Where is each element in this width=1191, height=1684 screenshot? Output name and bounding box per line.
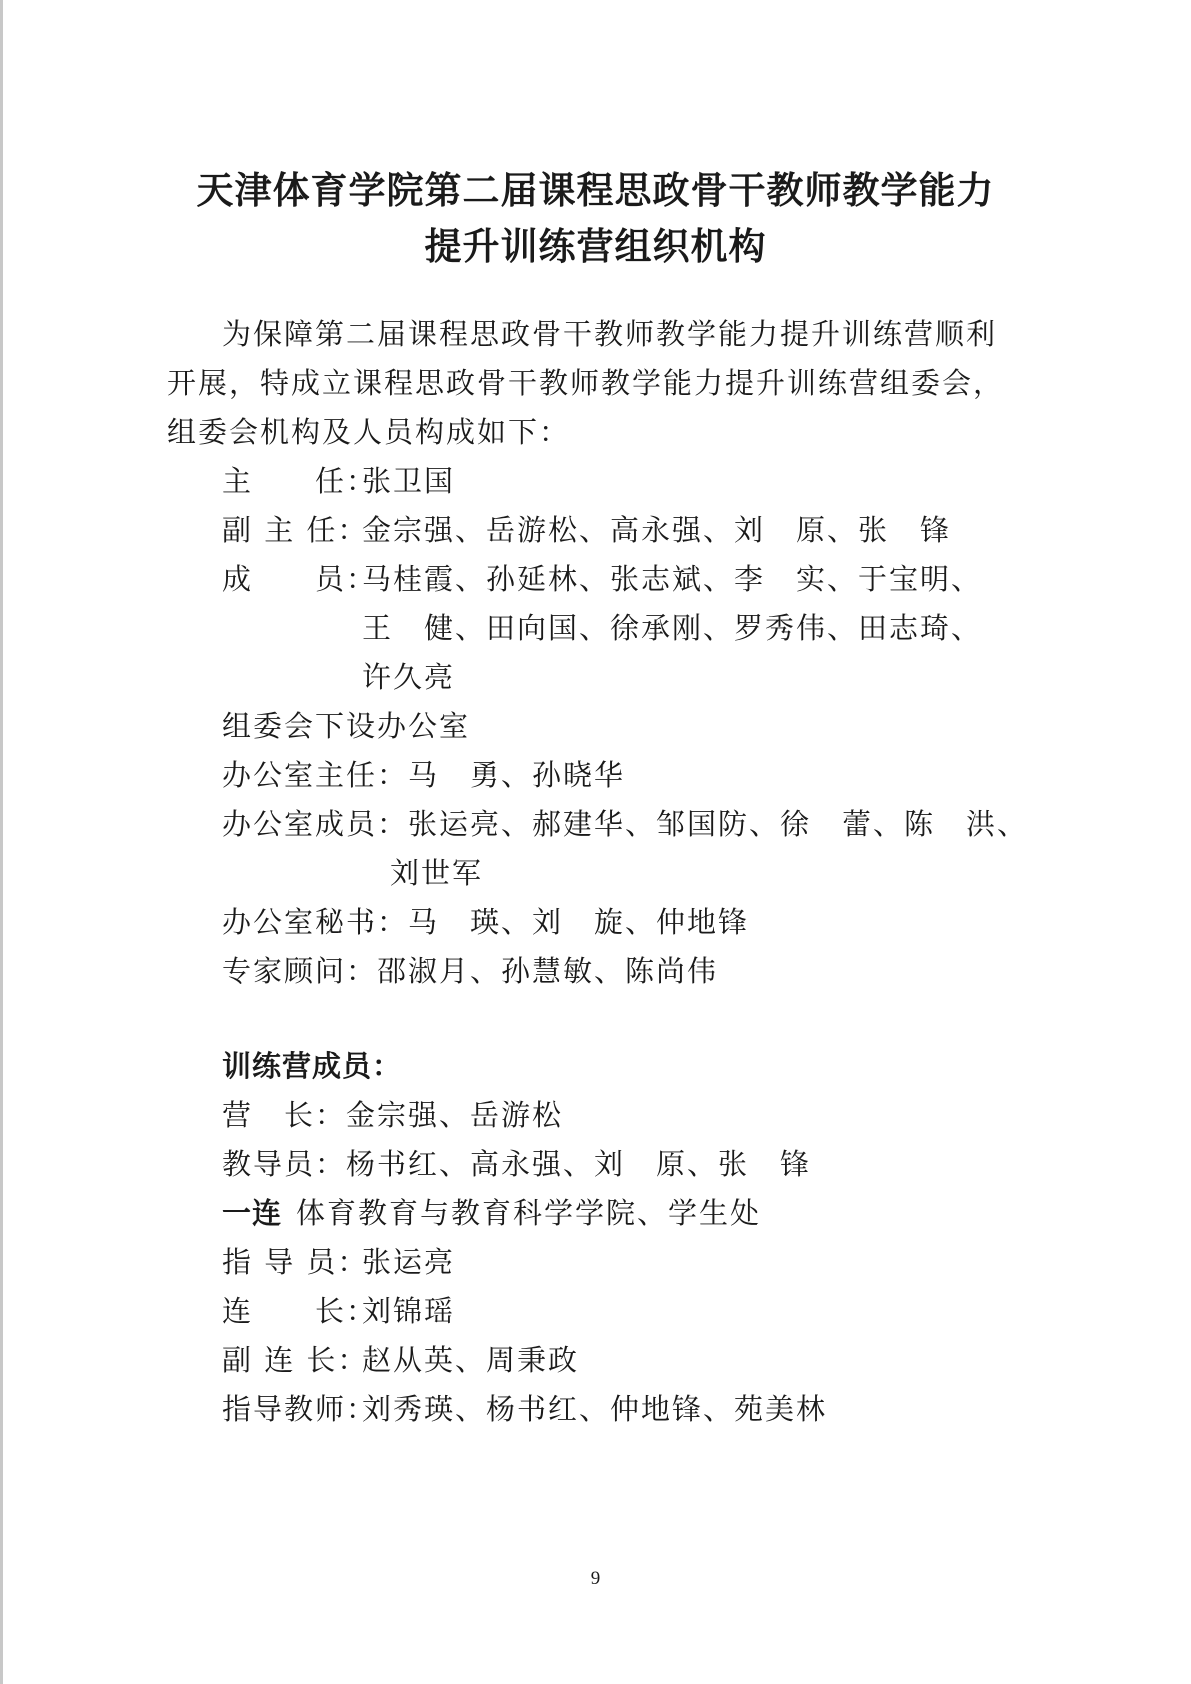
instructor-row: [222, 1146, 811, 1182]
guide-value: 张运亮: [362, 1245, 456, 1279]
director-row: [222, 463, 455, 499]
instructor-value: 杨书红、高永强、刘 原、张 锋: [346, 1147, 812, 1181]
deputy-label: 副 主 任：: [222, 513, 369, 547]
teachers-label: 指导教师：: [222, 1392, 378, 1426]
office-director-row: [222, 757, 625, 793]
teachers-row: [222, 1391, 827, 1427]
office-director-label: 办公室主任：: [222, 758, 409, 792]
advisors-value: 邵淑月、孙慧敏、陈尚伟: [377, 954, 719, 988]
deputy-row: [222, 512, 951, 548]
director-label: 主 任：: [222, 464, 378, 498]
commander-row: [222, 1097, 563, 1133]
office-members-label: 办公室成员：: [222, 807, 409, 841]
camp-heading: 训练营成员：: [222, 1049, 403, 1083]
deputy-value: 金宗强、岳游松、高永强、刘 原、张 锋: [362, 513, 952, 547]
office-members-value-line1: 张运亮、郝建华、邹国防、徐 蕾、陈 洪、: [408, 807, 1029, 841]
company1-label: 一连: [222, 1196, 283, 1230]
vice-captain-row: [222, 1342, 579, 1378]
page-number: 9: [590, 1568, 601, 1589]
vice-captain-value: 赵从英、周秉政: [362, 1343, 580, 1377]
office-intro: 组委会下设办公室: [222, 709, 471, 743]
members-value-line1: 马桂霞、孙延林、张志斌、李 实、于宝明、: [362, 562, 983, 596]
office-secretary-row: [222, 904, 749, 940]
commander-label: 营 长：: [222, 1098, 347, 1132]
captain-row: [222, 1293, 455, 1329]
commander-value: 金宗强、岳游松: [346, 1098, 564, 1132]
office-members-value-line2: 刘世军: [390, 856, 484, 890]
intro-line1: 为保障第二届课程思政骨干教师教学能力提升训练营顺利: [222, 317, 998, 351]
office-director-value: 马 勇、孙晓华: [408, 758, 626, 792]
office-secretary-label: 办公室秘书：: [222, 905, 409, 939]
document-title-line2: 提升训练营组织机构: [424, 225, 767, 268]
advisors-label: 专家顾问：: [222, 954, 378, 988]
members-value-line2: 王 健、田向国、徐承刚、罗秀伟、田志琦、: [362, 611, 983, 645]
office-members-row: [222, 806, 1028, 842]
company1-units: 体育教育与教育科学学院、学生处: [296, 1196, 762, 1230]
teachers-value: 刘秀瑛、杨书红、仲地锋、苑美林: [362, 1392, 828, 1426]
guide-row: [222, 1244, 455, 1280]
instructor-label: 教导员：: [222, 1147, 347, 1181]
intro-line3: 组委会机构及人员构成如下：: [167, 415, 571, 449]
guide-label: 指 导 员：: [222, 1245, 369, 1279]
members-label: 成 员：: [222, 562, 378, 596]
vice-captain-label: 副 连 长：: [222, 1343, 369, 1377]
captain-label: 连 长：: [222, 1294, 378, 1328]
document-title-line1: 天津体育学院第二届课程思政骨干教师教学能力: [196, 169, 995, 212]
intro-line2: 开展，特成立课程思政骨干教师教学能力提升训练营组委会，: [167, 366, 1005, 400]
director-value: 张卫国: [362, 464, 456, 498]
members-value-line3: 许久亮: [362, 660, 456, 694]
members-row: [222, 561, 982, 597]
office-secretary-value: 马 瑛、刘 旋、仲地锋: [408, 905, 750, 939]
company1-row: [222, 1195, 761, 1231]
advisors-row: [222, 953, 718, 989]
captain-value: 刘锦瑶: [362, 1294, 456, 1328]
